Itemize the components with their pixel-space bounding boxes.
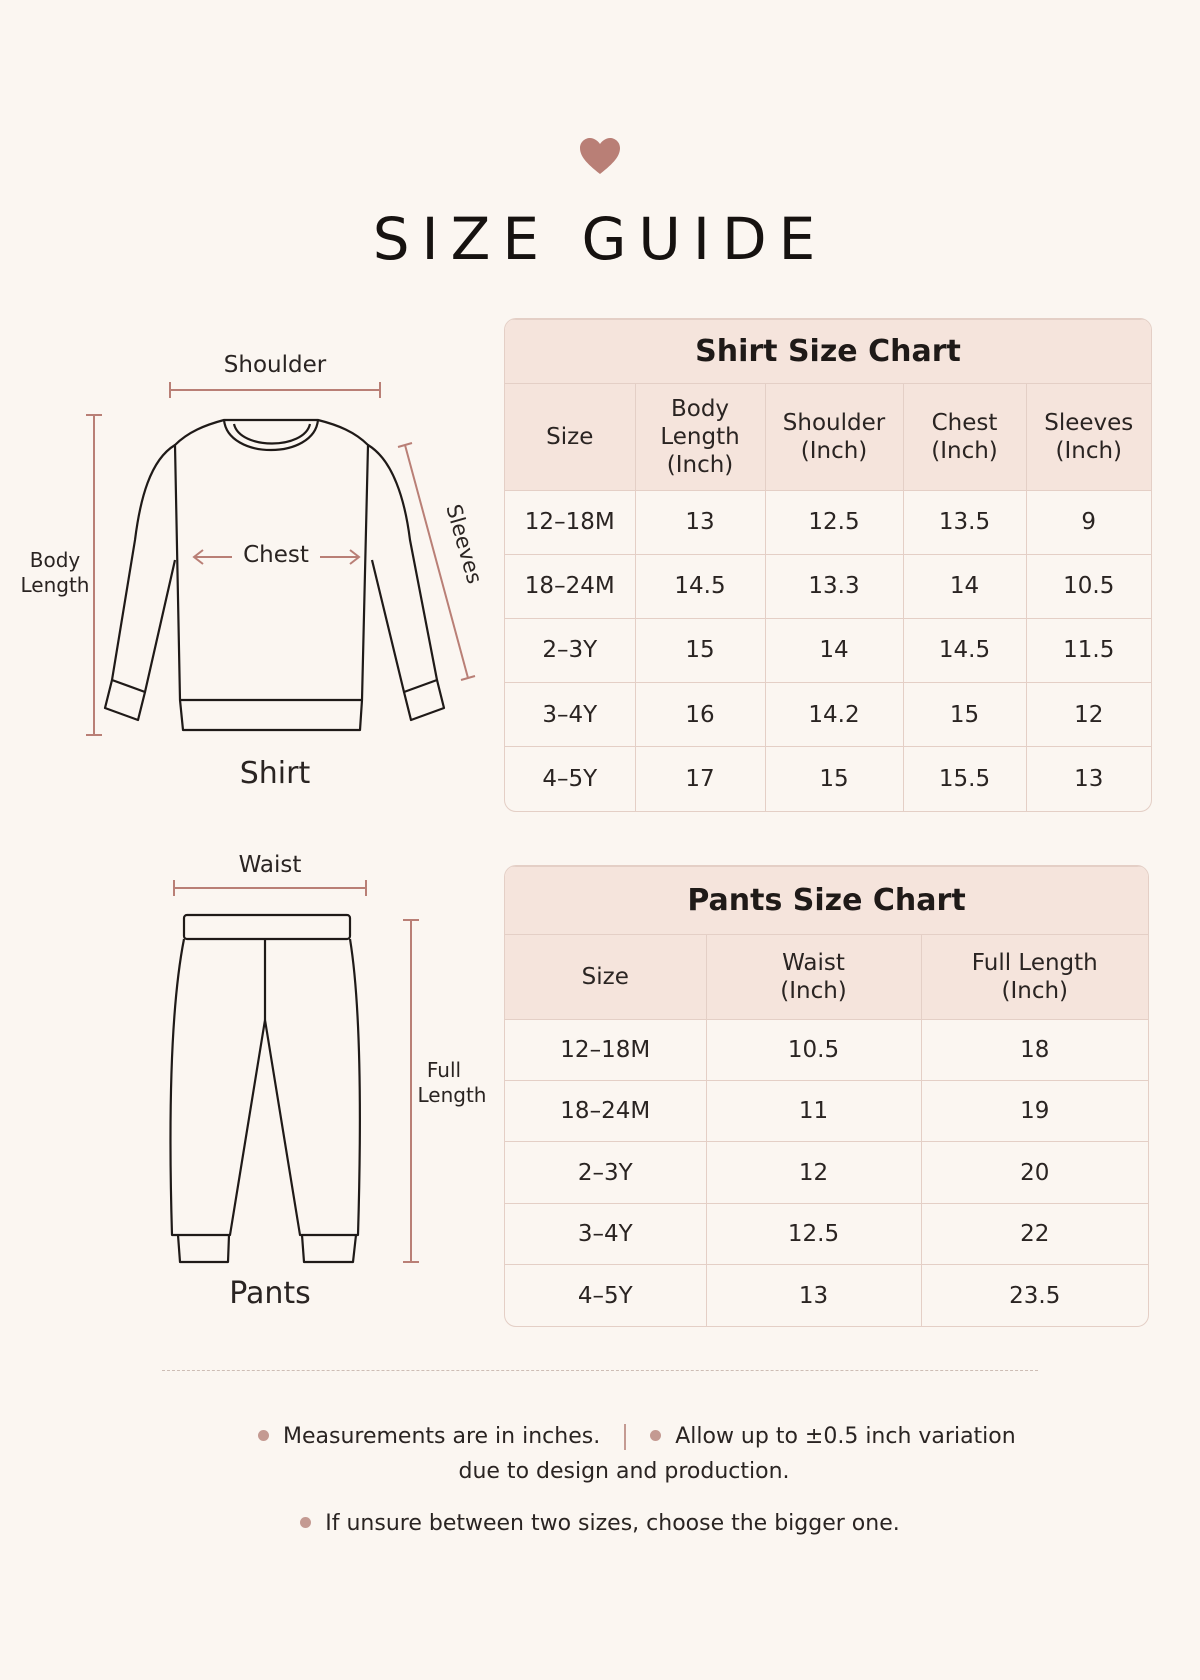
value-cell: 13.5 xyxy=(903,490,1026,554)
value-cell: 15.5 xyxy=(903,747,1026,811)
value-cell: 20 xyxy=(921,1142,1148,1203)
value-cell: 17 xyxy=(635,747,765,811)
value-cell: 14.5 xyxy=(903,618,1026,682)
column-header-line: (Inch) xyxy=(666,451,734,478)
value-cell: 11 xyxy=(706,1081,921,1142)
column-header xyxy=(635,384,765,490)
column-header-line: Waist xyxy=(782,950,845,977)
sleeves-label: Sleeves xyxy=(441,501,487,587)
heart-icon xyxy=(578,136,622,176)
column-header-line: Sleeves xyxy=(1044,409,1134,436)
value-cell: 14 xyxy=(903,554,1026,618)
column-header xyxy=(903,384,1026,490)
value-cell: 18 xyxy=(921,1019,1148,1080)
pants-size-chart xyxy=(504,865,1149,1327)
value-cell: 10.5 xyxy=(1026,554,1151,618)
value-cell: 12 xyxy=(1026,683,1151,747)
value-cell: 12 xyxy=(706,1142,921,1203)
note-variation-cont: due to design and production. xyxy=(458,1459,790,1484)
value-cell: 16 xyxy=(635,683,765,747)
full-length-label-2: Length xyxy=(417,1083,487,1107)
shirt-chart-title: Shirt Size Chart xyxy=(505,320,1151,384)
notes-line-3 xyxy=(0,1511,1200,1536)
value-cell: 13 xyxy=(706,1265,921,1326)
column-header-line: Body xyxy=(670,395,730,422)
value-cell: 22 xyxy=(921,1203,1148,1264)
column-header-line: Size xyxy=(581,964,629,991)
value-cell: 15 xyxy=(765,747,903,811)
table-row xyxy=(505,1019,1148,1080)
pants-name: Pants xyxy=(229,1276,311,1311)
notes-line-1 xyxy=(258,1424,1016,1450)
size-cell: 18–24M xyxy=(505,1081,706,1142)
size-cell: 2–3Y xyxy=(505,1142,706,1203)
value-cell: 12.5 xyxy=(765,490,903,554)
pants-measure-lines xyxy=(174,880,419,1262)
body-length-label-2: Length xyxy=(20,573,90,597)
value-cell: 15 xyxy=(903,683,1026,747)
value-cell: 14.5 xyxy=(635,554,765,618)
value-cell: 15 xyxy=(635,618,765,682)
column-header-line: (Inch) xyxy=(800,437,868,464)
bullet-dot xyxy=(300,1517,311,1528)
column-header-line: (Inch) xyxy=(780,978,847,1005)
table-row xyxy=(505,747,1151,811)
size-cell: 4–5Y xyxy=(505,747,635,811)
garment-illustrations xyxy=(0,0,500,1330)
table-row xyxy=(505,1081,1148,1142)
pants-drawing xyxy=(171,915,360,1262)
note-measurements: Measurements are in inches. xyxy=(283,1424,601,1449)
value-cell: 10.5 xyxy=(706,1019,921,1080)
value-cell: 13 xyxy=(635,490,765,554)
size-cell: 3–4Y xyxy=(505,683,635,747)
full-length-label-1: Full xyxy=(426,1058,462,1082)
value-cell: 13.3 xyxy=(765,554,903,618)
note-separator xyxy=(624,1424,626,1450)
table-row xyxy=(505,490,1151,554)
table-row xyxy=(505,1265,1148,1326)
column-header xyxy=(706,935,921,1019)
shirt-drawing xyxy=(105,420,444,730)
value-cell: 23.5 xyxy=(921,1265,1148,1326)
column-header-line: (Inch) xyxy=(1055,437,1123,464)
shoulder-label: Shoulder xyxy=(223,352,327,378)
body-length-label-1: Body xyxy=(29,548,81,572)
bullet-dot xyxy=(650,1430,661,1441)
table-row xyxy=(505,1142,1148,1203)
column-header-line: Full Length xyxy=(971,950,1098,977)
dashed-divider xyxy=(162,1370,1038,1371)
value-cell: 14.2 xyxy=(765,683,903,747)
size-cell: 3–4Y xyxy=(505,1203,706,1264)
column-header-line: (Inch) xyxy=(931,437,998,464)
value-cell: 13 xyxy=(1026,747,1151,811)
column-header-line: Shoulder xyxy=(782,409,886,436)
column-header xyxy=(505,935,706,1019)
size-cell: 18–24M xyxy=(505,554,635,618)
column-header-line: Length xyxy=(660,423,740,450)
table-row xyxy=(505,618,1151,682)
column-header xyxy=(1026,384,1151,490)
table-row xyxy=(505,554,1151,618)
column-header-line: Size xyxy=(546,423,594,450)
value-cell: 19 xyxy=(921,1081,1148,1142)
note-variation: Allow up to ±0.5 inch variation xyxy=(675,1424,1016,1449)
column-header xyxy=(921,935,1148,1019)
column-header xyxy=(765,384,903,490)
shirt-size-chart xyxy=(504,318,1152,812)
page-title: SIZE GUIDE xyxy=(372,205,828,273)
note-bigger-size: If unsure between two sizes, choose the bigger one. xyxy=(325,1511,900,1536)
value-cell: 9 xyxy=(1026,490,1151,554)
size-cell: 12–18M xyxy=(505,1019,706,1080)
pants-chart-title: Pants Size Chart xyxy=(505,867,1148,935)
waist-label: Waist xyxy=(238,852,302,878)
value-cell: 14 xyxy=(765,618,903,682)
chest-label: Chest xyxy=(243,542,309,568)
column-header xyxy=(505,384,635,490)
column-header-line: Chest xyxy=(931,409,998,436)
table-row xyxy=(505,683,1151,747)
value-cell: 12.5 xyxy=(706,1203,921,1264)
size-cell: 2–3Y xyxy=(505,618,635,682)
size-cell: 4–5Y xyxy=(505,1265,706,1326)
bullet-dot xyxy=(258,1430,269,1441)
table-row xyxy=(505,1203,1148,1264)
shirt-name: Shirt xyxy=(239,756,311,791)
value-cell: 11.5 xyxy=(1026,618,1151,682)
size-cell: 12–18M xyxy=(505,490,635,554)
column-header-line: (Inch) xyxy=(1001,978,1069,1005)
